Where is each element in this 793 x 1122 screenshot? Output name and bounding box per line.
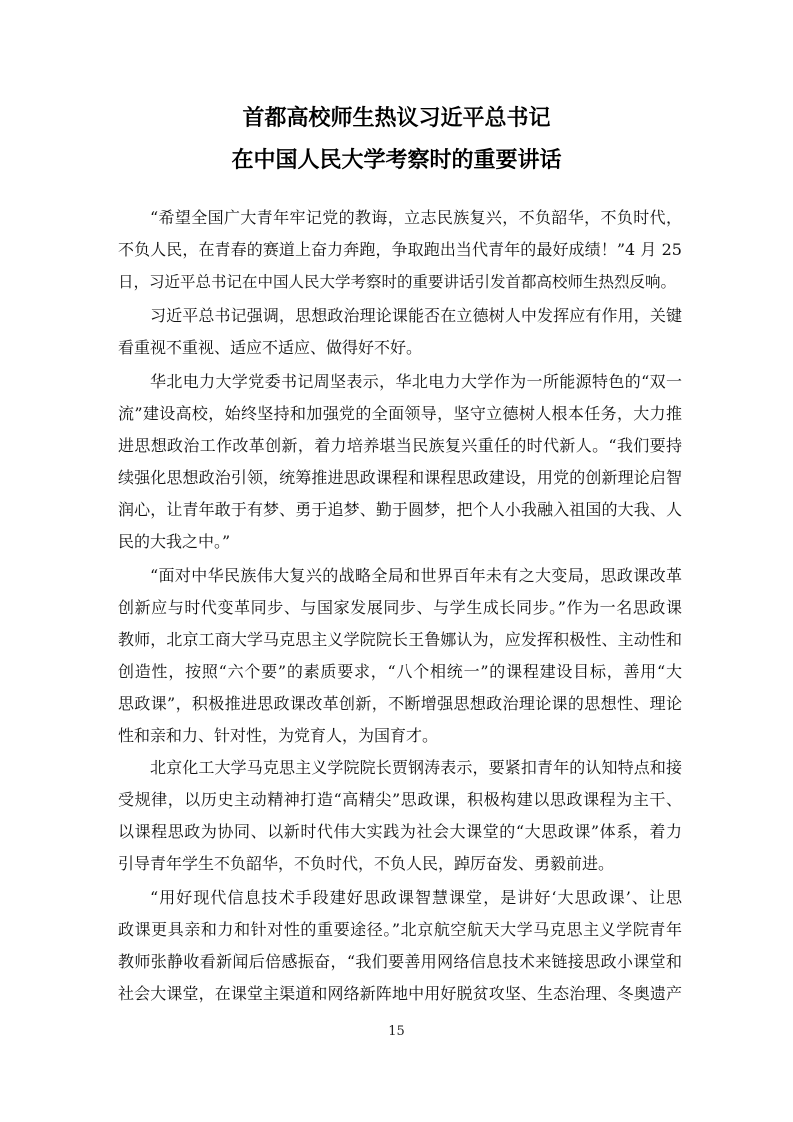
body-text-line: 思政课”，积极推进思政课改革创新，不断增强思想政治理论课的思想性、理论 [118,694,682,713]
body-text-line: 教师张静收看新闻后倍感振奋，“我们要善用网络信息技术来链接思政小课堂和 [118,952,682,971]
body-text-line: “用好现代信息技术手段建好思政课智慧课堂，是讲好‘大思政课’、让思 [150,888,682,907]
page-number: 15 [388,1024,405,1039]
body-text-line: 民的大我之中。” [118,532,231,551]
body-text-line: 看重视不重视、适应不适应、做得好不好。 [118,338,423,357]
body-text-line: “希望全国广大青年牢记党的教诲，立志民族复兴，不负韶华，不负时代， [150,208,682,227]
body-text-line: 不负人民，在青春的赛道上奋力奔跑，争取跑出当代青年的最好成绩！”4 月 25 [118,240,682,259]
body-text-line: 性和亲和力、针对性，为党育人，为国育才。 [118,726,439,745]
body-text-line: 受规律，以历史主动精神打造“高精尖”思政课，积极构建以思政课程为主干、 [118,790,682,809]
body-text-line: 润心，让青年敢于有梦、勇于追梦、勤于圆梦，把个人小我融入祖国的大我、人 [118,500,682,519]
body-text-line: 政课更具亲和力和针对性的重要途径。”北京航空航天大学马克思主义学院青年 [118,920,682,939]
body-text-line: 创造性，按照“六个要”的素质要求，“八个相统一”的课程建设目标，善用“大 [118,662,682,681]
body-text-line: 北京化工大学马克思主义学院院长贾钢涛表示，要紧扣青年的认知特点和接 [150,758,682,777]
body-text-line: “面对中华民族伟大复兴的战略全局和世界百年未有之大变局，思政课改革 [150,566,682,585]
body-text-line: 日，习近平总书记在中国人民大学考察时的重要讲话引发首都高校师生热烈反响。 [118,273,677,291]
body-text-line: 续强化思想政治引领，统筹推进思政课程和课程思政建设，用党的创新理论启智 [118,468,682,487]
body-text-line: 华北电力大学党委书记周坚表示，华北电力大学作为一所能源特色的“双一 [150,372,682,391]
article-title-line-2: 在中国人民大学考察时的重要讲话 [231,148,562,173]
body-text-line: 社会大课堂，在课堂主渠道和网络新阵地中用好脱贫攻坚、生态治理、冬奥遗产 [118,984,682,1003]
body-text-line: 引导青年学生不负韶华，不负时代，不负人民，踔厉奋发、勇毅前进。 [118,854,615,873]
article-title-line-1: 首都高校师生热议习近平总书记 [242,106,551,131]
body-text-line: 进思想政治工作改革创新，着力培养堪当民族复兴重任的时代新人。“我们要持 [118,436,682,455]
body-text-line: 习近平总书记强调，思想政治理论课能否在立德树人中发挥应有作用，关键 [150,306,682,325]
body-text-line: 以课程思政为协同、以新时代伟大实践为社会大课堂的“大思政课”体系，着力 [118,822,682,841]
body-text-line: 教师，北京工商大学马克思主义学院院长王鲁娜认为，应发挥积极性、主动性和 [118,630,682,649]
body-text-line: 创新应与时代变革同步、与国家发展同步、与学生成长同步。”作为一名思政课 [118,598,682,617]
body-text-line: 流”建设高校，始终坚持和加强党的全面领导，坚守立德树人根本任务，大力推 [118,404,682,423]
